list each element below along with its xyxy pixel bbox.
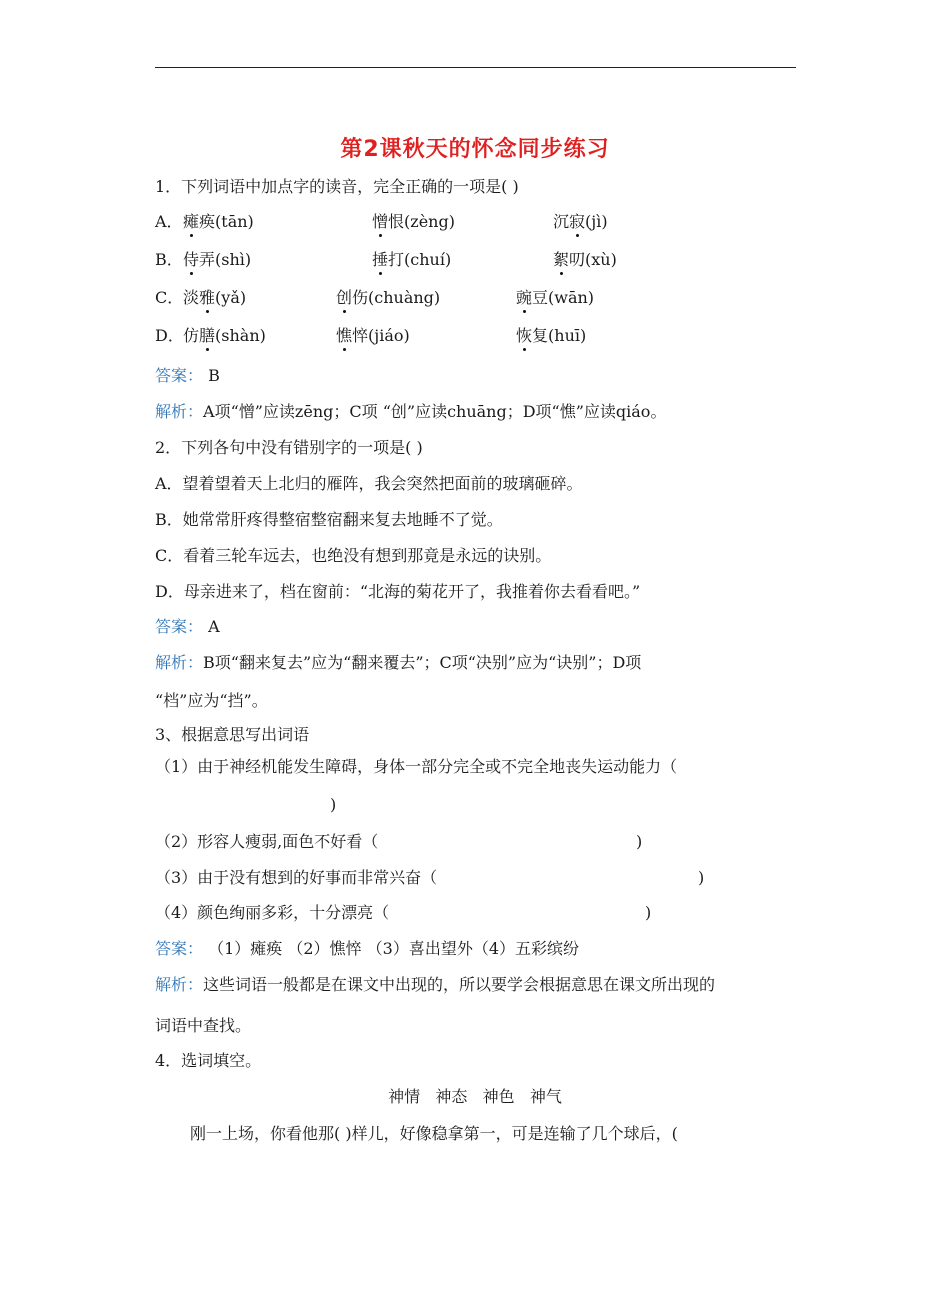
- q3-analysis: 解析：这些词语一般都是在课文中出现的，所以要学会根据意思在课文所出现的: [155, 975, 716, 994]
- q3-stem: 3、根据意思写出词语: [155, 725, 310, 744]
- page-title: 第2课秋天的怀念同步练习: [340, 137, 610, 162]
- q3-item-2-close: ): [636, 832, 643, 851]
- q1-stem: 1．下列词语中加点字的读音，完全正确的一项是( ): [155, 177, 519, 196]
- q3-item-1: （1）由于神经机能发生障碍，身体一部分完全或不完全地丧失运动能力（: [155, 757, 678, 776]
- q4-stem: 4．选词填空。: [155, 1051, 262, 1070]
- q4-word-bank: 神情 神态 神色 神气: [388, 1087, 562, 1106]
- q4-sentence: 刚一上场，你看他那( )样儿，好像稳拿第一，可是连输了几个球后，(: [190, 1124, 678, 1143]
- q3-item-1-close: ): [330, 795, 337, 814]
- q3-item-4: （4）颜色绚丽多彩，十分漂亮（: [155, 903, 390, 922]
- q3-item-3-close: ): [698, 868, 705, 887]
- q2-answer: 答案： A: [155, 617, 220, 636]
- q1-analysis: 解析：A项“憎”应读zēng；C项 “创”应读chuāng；D项“憔”应读qiáo。: [155, 402, 667, 421]
- q2-option-d: D．母亲进来了，档在窗前：“北海的菊花开了，我推着你去看看吧。”: [155, 582, 641, 601]
- q1-answer: 答案： B: [155, 366, 220, 385]
- q2-option-a: A．望着望着天上北归的雁阵，我会突然把面前的玻璃砸碎。: [155, 474, 583, 493]
- q2-analysis-cont: “档”应为“挡”。: [155, 691, 268, 710]
- q3-analysis-cont: 词语中查找。: [155, 1016, 252, 1035]
- q3-item-2: （2）形容人瘦弱,面色不好看（: [155, 832, 379, 851]
- q2-option-c: C．看着三轮车远去，也绝没有想到那竟是永远的诀别。: [155, 546, 552, 565]
- q2-analysis: 解析：B项“翻来复去”应为“翻来覆去”；C项“决别”应为“诀别”；D项: [155, 653, 642, 672]
- q3-item-3: （3）由于没有想到的好事而非常兴奋（: [155, 868, 438, 887]
- q3-answer: 答案： （1）瘫痪 （2）憔悴 （3）喜出望外（4）五彩缤纷: [155, 939, 579, 958]
- header-rule: [155, 67, 796, 68]
- q3-item-4-close: ): [645, 903, 652, 922]
- q2-option-b: B．她常常肝疼得整宿整宿翻来复去地睡不了觉。: [155, 510, 503, 529]
- q2-stem: 2．下列各句中没有错别字的一项是( ): [155, 438, 423, 457]
